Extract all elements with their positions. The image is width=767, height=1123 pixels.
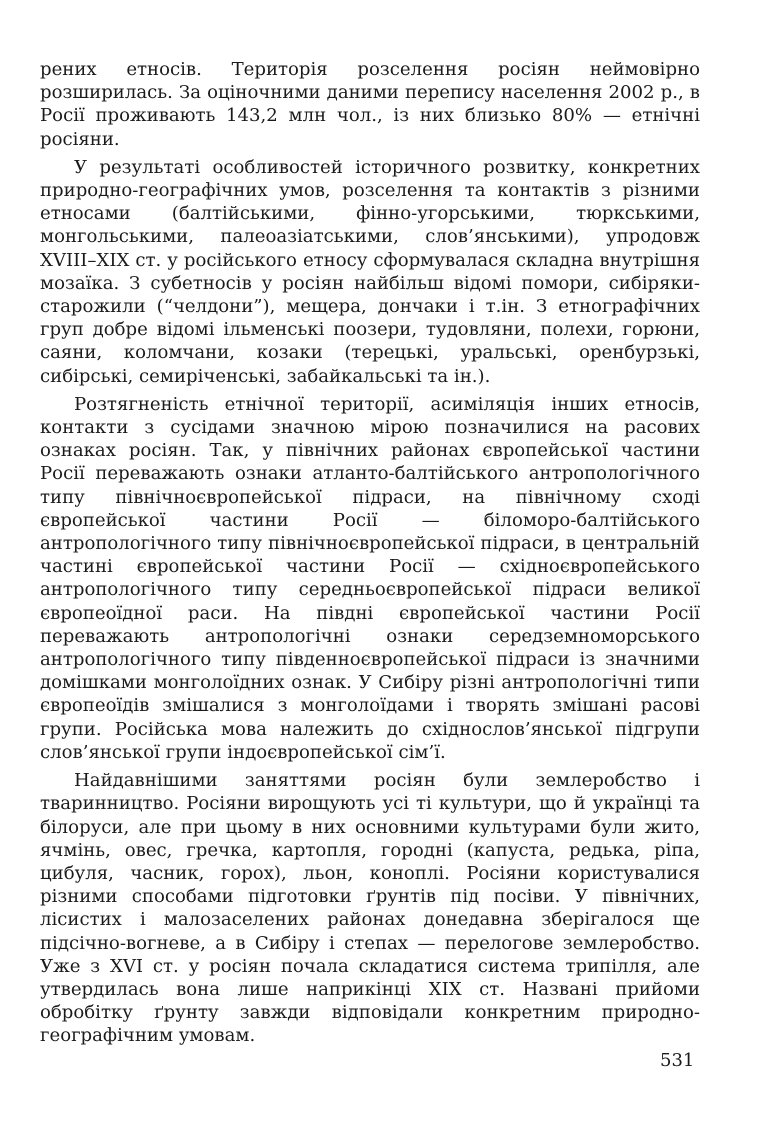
paragraph-racial-features: Розтягненість етнічної території, асиміляція інших етносів, контакти з сусідами значною мірою позначилися на расових ознаках росіян. Так, у північних районах європейської частини Росії переважають ознаки атланто-балтійського антропологічного типу північноєвропейської підраси, на північному сході європейської частини Росії — біломоро-балтійського антропологічного типу північноєвропейської підраси, в центральній частині європейської частини Росії — східноєвропейського антропологічного типу середньоєвропейської підраси великої європеоїдної раси. На півдні європейської частини Росії переважають антропологічні ознаки середземноморського антропологічного типу південноєвропейської підраси із значними домішками монголоїдних ознак. У Сибіру різні антропологічні типи європеоїдів змішалися з монголоїдами і творять змішані расові групи. Російська мова належить до східнослов’янської підгрупи слов’янської групи індоєвропейської сім’ї. <box>40 393 700 763</box>
paragraph-agriculture: Найдавнішими заняттями росіян були землеробство і тваринництво. Росіяни вирощують усі ті культури, що й українці та білоруси, але при цьому в них основними культурами були жито, ячмінь, овес, гречка, картопля, городні (капуста, редька, ріпа, цибуля, часник, горох), льон, коноплі. Росіяни користувалися різними способами підготовки ґрунтів під посіви. У північних, лісистих і малозаселених районах донедавна зберігалося ще підсічно-вогневе, а в Сибіру і степах — перелогове землеробство. Уже з XVI ст. у росіян почала складатися система трипілля, але утвердилась вона лише наприкінці XIX ст. Названі прийоми обробітку ґрунту завжди відповідали конкретним природно-географічним умовам. <box>40 770 700 1047</box>
paragraph-continuation: рених етносів. Територія розселення росіян неймовірно розширилась. За оціночними даними перепису населення 2002 р., в Росії проживають 143,2 млн чол., із них близько 80% — етнічні росіяни. <box>40 59 700 150</box>
page-body <box>40 58 700 1053</box>
paragraph-subethnoses: У результаті особливостей історичного розвитку, конкретних природно-географічних умов, розселення та контактів з різними етносами (балтійськими, фінно-угорськими, тюркськими, монгольськими, палеоазіатськими, слов’янськими), упродовж XVIII–XIX ст. у російського етносу сформувалася складна внутрішня мозаїка. З субетносів у росіян найбільш відомі помори, сибіряки-старожили (“челдони”), мещера, дончаки і т.ін. З етнографічних груп добре відомі ільменські поозери, тудовляни, полехи, горюни, саяни, коломчани, козаки (терецькі, уральські, оренбурзькі, сибірські, семиріченські, забайкальські та ін.). <box>40 156 700 387</box>
page-number: 531 <box>660 1050 695 1071</box>
